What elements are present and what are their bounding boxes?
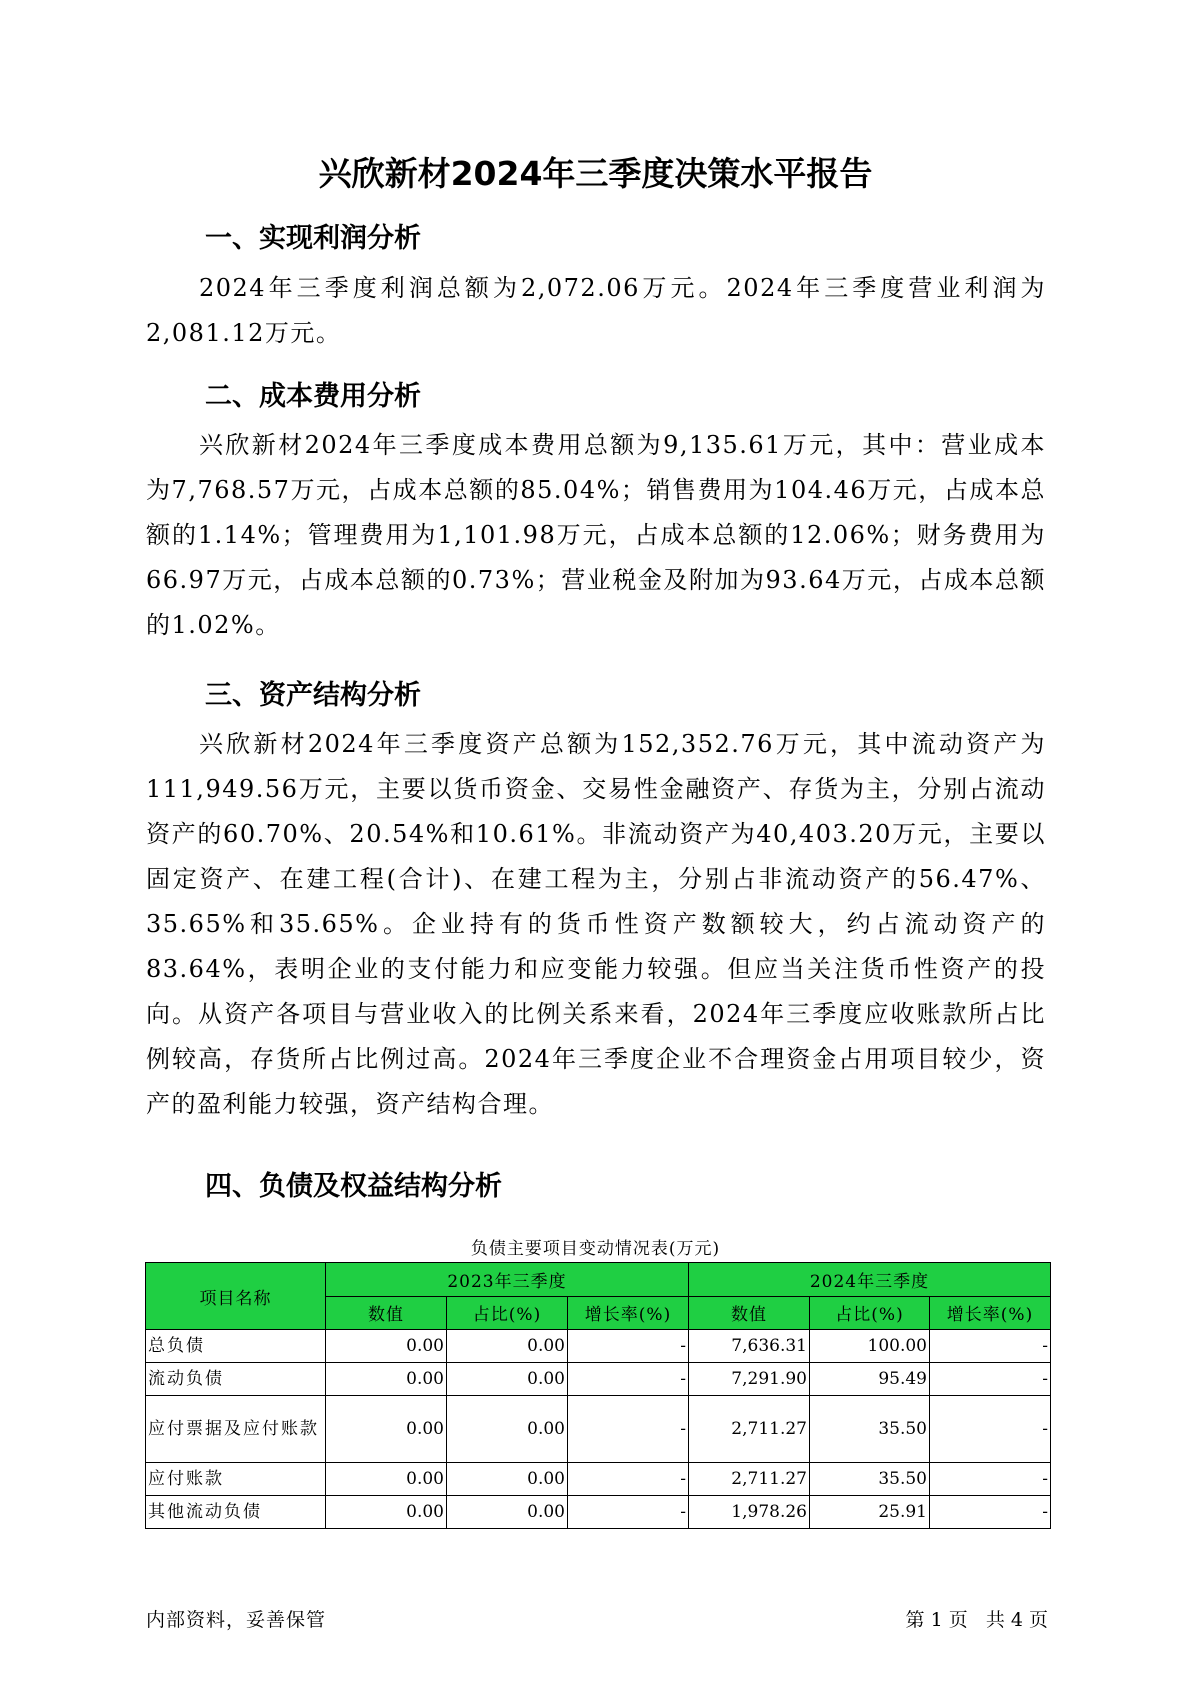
section-heading-cost: 二、成本费用分析: [205, 381, 421, 412]
cell-growth-2023: -: [568, 1496, 689, 1529]
cell-share-2024: 100.00: [810, 1330, 930, 1363]
row-name: 其他流动负债: [146, 1496, 326, 1529]
cell-growth-2024: -: [930, 1496, 1051, 1529]
cell-value-2023: 0.00: [326, 1363, 447, 1396]
cell-share-2023: 0.00: [447, 1330, 568, 1363]
cell-share-2023: 0.00: [447, 1363, 568, 1396]
cell-growth-2023: -: [568, 1463, 689, 1496]
table-caption: 负债主要项目变动情况表(万元): [470, 1239, 721, 1259]
section-paragraph-profit: 2024年三季度利润总额为2,072.06万元。2024年三季度营业利润为2,081.12万元。: [146, 274, 1046, 347]
row-name: 流动负债: [146, 1363, 326, 1396]
cell-growth-2024: -: [930, 1363, 1051, 1396]
subheader-growth-2024: 增长率(%): [930, 1296, 1051, 1330]
report-title: 兴欣新材2024年三季度决策水平报告: [318, 154, 873, 193]
cell-value-2023: 0.00: [326, 1496, 447, 1529]
subheader-share-2023: 占比(%): [447, 1296, 568, 1330]
cell-share-2024: 95.49: [810, 1363, 930, 1396]
cell-growth-2024: -: [930, 1330, 1051, 1363]
cell-share-2024: 35.50: [810, 1396, 930, 1463]
cell-share-2023: 0.00: [447, 1396, 568, 1463]
subheader-value-2023: 数值: [326, 1296, 447, 1330]
cell-share-2024: 35.50: [810, 1463, 930, 1496]
cell-value-2024: 7,636.31: [689, 1330, 810, 1363]
row-name: 应付账款: [146, 1463, 326, 1496]
cell-share-2023: 0.00: [447, 1496, 568, 1529]
cell-value-2023: 0.00: [326, 1330, 447, 1363]
cell-share-2024: 25.91: [810, 1496, 930, 1529]
section-heading-profit: 一、实现利润分析: [205, 223, 421, 254]
cell-value-2024: 1,978.26: [689, 1496, 810, 1529]
cell-value-2024: 2,711.27: [689, 1396, 810, 1463]
header-item-name: 项目名称: [146, 1263, 326, 1330]
cell-growth-2024: -: [930, 1463, 1051, 1496]
section-heading-liabilities: 四、负债及权益结构分析: [205, 1171, 502, 1202]
cell-growth-2023: -: [568, 1396, 689, 1463]
header-period-2023: 2023年三季度: [326, 1263, 689, 1297]
cell-value-2024: 7,291.90: [689, 1363, 810, 1396]
cell-value-2023: 0.00: [326, 1396, 447, 1463]
section-paragraph-assets: 兴欣新材2024年三季度资产总额为152,352.76万元，其中流动资产为111,949.56万元，主要以货币资金、交易性金融资产、存货为主，分别占流动资产的60.70%、20.54%和10.61%。非流动资产为40,403.20万元，主要以固定资产、在建工程(合计)、在建工程为主，分别占非流动资产的56.47%、35.65%和35.65%。企业持有的货币性资产数额较大，约占流动资产的83.64%，表明企业的支付能力和应变能力较强。但应当关注货币性资产的投向。从资产各项目与营业收入的比例关系来看，2024年三季度应收账款所占比例较高，存货所占比例过高。2024年三季度企业不合理资金占用项目较少，资产的盈利能力较强，资产结构合理。: [146, 730, 1046, 1118]
subheader-value-2024: 数值: [689, 1296, 810, 1330]
table-row: [146, 1463, 1051, 1496]
liabilities-table: [145, 1262, 1051, 1529]
cell-share-2023: 0.00: [447, 1463, 568, 1496]
subheader-share-2024: 占比(%): [810, 1296, 930, 1330]
cell-value-2024: 2,711.27: [689, 1463, 810, 1496]
row-name: 应付票据及应付账款: [146, 1396, 326, 1463]
cell-growth-2024: -: [930, 1396, 1051, 1463]
table-row: [146, 1330, 1051, 1363]
footer-confidential-note: 内部资料，妥善保管: [146, 1609, 327, 1631]
row-name: 总负债: [146, 1330, 326, 1363]
cell-growth-2023: -: [568, 1330, 689, 1363]
subheader-growth-2023: 增长率(%): [568, 1296, 689, 1330]
header-period-2024: 2024年三季度: [689, 1263, 1051, 1297]
table-row: [146, 1496, 1051, 1529]
section-heading-assets: 三、资产结构分析: [205, 680, 421, 711]
cell-value-2023: 0.00: [326, 1463, 447, 1496]
table-row: [146, 1396, 1051, 1463]
table-row: [146, 1363, 1051, 1396]
footer-page-number: 第 1 页 共 4 页: [905, 1609, 1048, 1631]
cell-growth-2023: -: [568, 1363, 689, 1396]
section-paragraph-cost: 兴欣新材2024年三季度成本费用总额为9,135.61万元，其中：营业成本为7,768.57万元，占成本总额的85.04%；销售费用为104.46万元，占成本总额的1.14%；管理费用为1,101.98万元，占成本总额的12.06%；财务费用为66.97万元，占成本总额的0.73%；营业税金及附加为93.64万元，占成本总额的1.02%。: [146, 431, 1046, 639]
